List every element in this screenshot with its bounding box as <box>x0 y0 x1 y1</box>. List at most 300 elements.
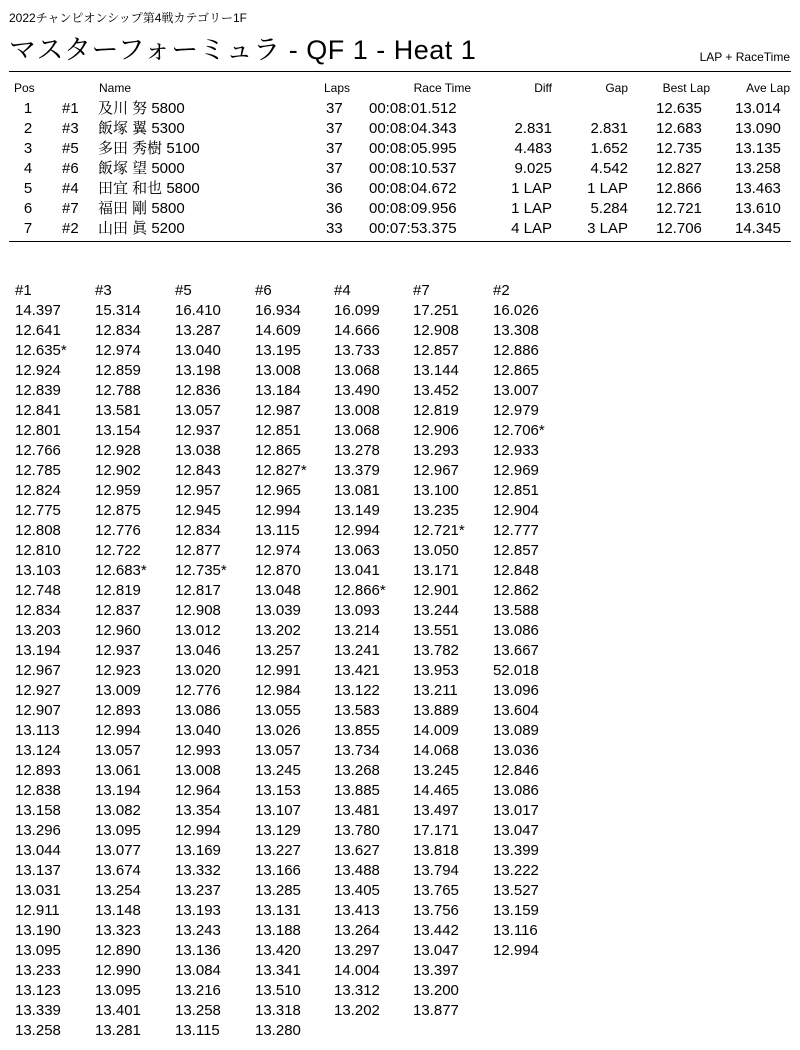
lap-time: 13.497 <box>413 802 459 819</box>
lap-time: 14.004 <box>334 962 380 979</box>
lap-time: 13.258 <box>175 1002 221 1019</box>
lap-column <box>95 281 147 1041</box>
result-row <box>0 99 800 119</box>
lap-time: 12.851 <box>255 422 301 439</box>
result-ave-lap: 13.463 <box>735 180 781 197</box>
lap-time: 13.020 <box>175 662 221 679</box>
lap-time: 13.026 <box>255 722 301 739</box>
result-gap: 2.831 <box>590 120 628 137</box>
result-driver-name: 飯塚 翼 5300 <box>98 120 185 137</box>
lap-time: 13.339 <box>15 1002 61 1019</box>
lap-time: 13.012 <box>175 622 221 639</box>
lap-time: 13.782 <box>413 642 459 659</box>
lap-time: 13.280 <box>255 1022 301 1039</box>
lap-time: 13.084 <box>175 962 221 979</box>
result-driver-name: 山田 眞 5200 <box>98 220 185 237</box>
lap-time: 13.103 <box>15 562 61 579</box>
lap-time: 13.889 <box>413 702 459 719</box>
lap-time: 13.040 <box>175 722 221 739</box>
lap-time: 13.068 <box>334 422 380 439</box>
lap-time: 12.706* <box>493 422 545 439</box>
lap-time: 13.235 <box>413 502 459 519</box>
result-diff: 1 LAP <box>511 180 552 197</box>
lap-time: 13.195 <box>255 342 301 359</box>
lap-time: 13.198 <box>175 362 221 379</box>
lap-time: 13.399 <box>493 842 539 859</box>
result-row <box>0 219 800 239</box>
lap-time: 12.870 <box>255 562 301 579</box>
lap-time: 12.906 <box>413 422 459 439</box>
lap-time: 16.410 <box>175 302 221 319</box>
lap-time: 12.937 <box>95 642 141 659</box>
result-pos: 6 <box>23 200 33 217</box>
lap-time: 13.057 <box>95 742 141 759</box>
lap-time: 12.777 <box>493 522 539 539</box>
lap-time: 12.994 <box>175 822 221 839</box>
lap-time: 12.846 <box>493 762 539 779</box>
header-laps: Laps <box>323 81 350 95</box>
lap-time: 13.038 <box>175 442 221 459</box>
result-laps: 37 <box>326 120 343 137</box>
result-race-time: 00:08:04.343 <box>369 120 457 137</box>
lap-time: 13.667 <box>493 642 539 659</box>
lap-time: 13.297 <box>334 942 380 959</box>
lap-time: 12.902 <box>95 462 141 479</box>
result-best-lap: 12.683 <box>656 120 702 137</box>
lap-time: 13.202 <box>255 622 301 639</box>
lap-column <box>334 281 386 1021</box>
lap-time: 12.808 <box>15 522 61 539</box>
result-ave-lap: 13.090 <box>735 120 781 137</box>
result-driver-name: 多田 秀樹 5100 <box>98 140 200 157</box>
lap-time: 12.908 <box>413 322 459 339</box>
result-laps: 36 <box>326 180 343 197</box>
lap-time: 12.841 <box>15 402 61 419</box>
lap-time: 13.008 <box>255 362 301 379</box>
lap-time: 13.581 <box>95 402 141 419</box>
lap-time: 13.237 <box>175 882 221 899</box>
lap-time: 12.967 <box>15 662 61 679</box>
lap-time: 13.040 <box>175 342 221 359</box>
result-ave-lap: 13.135 <box>735 140 781 157</box>
lap-time: 12.908 <box>175 602 221 619</box>
lap-column-car-number: #6 <box>255 282 272 299</box>
lap-time: 12.987 <box>255 402 301 419</box>
lap-time: 13.241 <box>334 642 380 659</box>
lap-time: 12.974 <box>95 342 141 359</box>
result-gap: 5.284 <box>590 200 628 217</box>
lap-time: 12.834 <box>15 602 61 619</box>
lap-time: 13.604 <box>493 702 539 719</box>
lap-time: 13.245 <box>255 762 301 779</box>
result-pos: 1 <box>23 100 33 117</box>
lap-time: 13.086 <box>175 702 221 719</box>
lap-time: 13.442 <box>413 922 459 939</box>
lap-time: 13.031 <box>15 882 61 899</box>
lap-time: 12.875 <box>95 502 141 519</box>
lap-time: 13.116 <box>493 922 538 939</box>
lap-time: 13.115 <box>255 522 300 539</box>
lap-time: 13.100 <box>413 482 459 499</box>
lap-time: 13.527 <box>493 882 539 899</box>
lap-time: 13.171 <box>413 562 459 579</box>
lap-time: 13.194 <box>95 782 141 799</box>
lap-time: 12.984 <box>255 682 301 699</box>
lap-time: 13.200 <box>413 982 459 999</box>
lap-time: 12.641 <box>15 322 61 339</box>
lap-time: 13.818 <box>413 842 459 859</box>
lap-time: 13.733 <box>334 342 380 359</box>
results-top-rule <box>9 71 791 72</box>
lap-time: 13.190 <box>15 922 61 939</box>
lap-time: 13.627 <box>334 842 380 859</box>
lap-time: 12.819 <box>95 582 141 599</box>
lap-time: 12.776 <box>175 682 221 699</box>
lap-time: 12.866* <box>334 582 386 599</box>
lap-time: 13.765 <box>413 882 459 899</box>
result-gap: 1.652 <box>590 140 628 157</box>
result-car-number: #1 <box>62 100 79 117</box>
lap-time: 13.063 <box>334 542 380 559</box>
result-car-number: #7 <box>62 200 79 217</box>
lap-time: 15.314 <box>95 302 141 319</box>
lap-time: 13.047 <box>413 942 459 959</box>
lap-time: 13.188 <box>255 922 301 939</box>
lap-time: 13.214 <box>334 622 380 639</box>
lap-time: 13.233 <box>15 962 61 979</box>
result-car-number: #3 <box>62 120 79 137</box>
lap-time: 12.862 <box>493 582 539 599</box>
lap-time: 13.129 <box>255 822 301 839</box>
lap-column-car-number: #2 <box>493 282 510 299</box>
result-race-time: 00:08:09.956 <box>369 200 457 217</box>
lap-time: 12.957 <box>175 482 221 499</box>
lap-time: 13.243 <box>175 922 221 939</box>
lap-time: 16.934 <box>255 302 301 319</box>
result-laps: 33 <box>326 220 343 237</box>
lap-time: 13.421 <box>334 662 380 679</box>
lap-time: 13.148 <box>95 902 141 919</box>
lap-time: 12.838 <box>15 782 61 799</box>
lap-time: 12.924 <box>15 362 61 379</box>
lap-column <box>175 281 227 1041</box>
lap-time: 12.834 <box>175 522 221 539</box>
lap-time: 13.588 <box>493 602 539 619</box>
lap-time: 12.886 <box>493 342 539 359</box>
result-car-number: #6 <box>62 160 79 177</box>
lap-time: 13.341 <box>255 962 301 979</box>
lap-time: 13.401 <box>95 1002 141 1019</box>
result-race-time: 00:08:01.512 <box>369 100 457 117</box>
lap-time: 12.927 <box>15 682 61 699</box>
result-pos: 4 <box>23 160 33 177</box>
lap-time: 12.964 <box>175 782 221 799</box>
lap-time: 13.216 <box>175 982 221 999</box>
result-ave-lap: 13.258 <box>735 160 781 177</box>
lap-time: 17.171 <box>413 822 459 839</box>
result-best-lap: 12.635 <box>656 100 702 117</box>
lap-time: 13.089 <box>493 722 539 739</box>
lap-time: 13.131 <box>255 902 301 919</box>
lap-time: 13.264 <box>334 922 380 939</box>
result-ave-lap: 13.014 <box>735 100 781 117</box>
lap-time: 14.009 <box>413 722 459 739</box>
lap-time: 13.048 <box>255 582 301 599</box>
result-driver-name: 田宜 和也 5800 <box>98 180 200 197</box>
lap-time: 13.046 <box>175 642 221 659</box>
lap-time: 12.827* <box>255 462 307 479</box>
lap-time: 13.420 <box>255 942 301 959</box>
lap-time: 12.890 <box>95 942 141 959</box>
lap-time: 12.721* <box>413 522 465 539</box>
lap-time: 13.149 <box>334 502 380 519</box>
lap-time: 12.994 <box>493 942 539 959</box>
lap-time: 13.047 <box>493 822 539 839</box>
lap-time: 13.095 <box>95 822 141 839</box>
lap-time: 13.193 <box>175 902 221 919</box>
result-diff: 2.831 <box>514 120 552 137</box>
results-header-row <box>0 81 800 95</box>
lap-time: 13.405 <box>334 882 380 899</box>
lap-time: 12.877 <box>175 542 221 559</box>
lap-time: 13.154 <box>95 422 141 439</box>
lap-time: 13.254 <box>95 882 141 899</box>
lap-time: 13.312 <box>334 982 380 999</box>
lap-time: 13.287 <box>175 322 221 339</box>
lap-time: 13.293 <box>413 442 459 459</box>
result-pos: 7 <box>23 220 33 237</box>
report-subtitle: 2022チャンピオンシップ第4戦カテゴリー1F <box>9 11 247 25</box>
header-diff: Diff <box>534 81 552 95</box>
lap-time: 13.184 <box>255 382 301 399</box>
result-row <box>0 199 800 219</box>
result-row <box>0 139 800 159</box>
lap-time: 13.318 <box>255 1002 301 1019</box>
lap-time: 13.379 <box>334 462 380 479</box>
lap-time: 13.144 <box>413 362 459 379</box>
lap-time: 13.308 <box>493 322 539 339</box>
result-gap: 1 LAP <box>587 180 628 197</box>
lap-time: 13.674 <box>95 862 141 879</box>
lap-time: 12.937 <box>175 422 221 439</box>
lap-time: 13.222 <box>493 862 539 879</box>
lap-time: 13.041 <box>334 562 380 579</box>
lap-time: 14.666 <box>334 322 380 339</box>
lap-time: 13.323 <box>95 922 141 939</box>
lap-time: 13.257 <box>255 642 301 659</box>
lap-time: 12.857 <box>413 342 459 359</box>
result-best-lap: 12.706 <box>656 220 702 237</box>
lap-time: 13.122 <box>334 682 380 699</box>
result-pos: 2 <box>23 120 33 137</box>
lap-time: 12.788 <box>95 382 141 399</box>
lap-time: 13.203 <box>15 622 61 639</box>
lap-time: 12.969 <box>493 462 539 479</box>
lap-column <box>493 281 545 961</box>
lap-time: 12.843 <box>175 462 221 479</box>
lap-time: 13.136 <box>175 942 221 959</box>
lap-time: 13.413 <box>334 902 380 919</box>
lap-time: 13.093 <box>334 602 380 619</box>
result-row <box>0 119 800 139</box>
result-best-lap: 12.721 <box>656 200 702 217</box>
result-ave-lap: 14.345 <box>735 220 781 237</box>
result-ave-lap: 13.610 <box>735 200 781 217</box>
lap-time: 13.050 <box>413 542 459 559</box>
lap-time: 12.993 <box>175 742 221 759</box>
lap-time: 13.244 <box>413 602 459 619</box>
result-driver-name: 及川 努 5800 <box>98 100 185 117</box>
result-best-lap: 12.735 <box>656 140 702 157</box>
result-car-number: #5 <box>62 140 79 157</box>
lap-time: 12.848 <box>493 562 539 579</box>
lap-time: 16.099 <box>334 302 380 319</box>
result-diff: 4.483 <box>514 140 552 157</box>
lap-time: 17.251 <box>413 302 459 319</box>
result-car-number: #2 <box>62 220 79 237</box>
lap-time: 13.794 <box>413 862 459 879</box>
lap-time: 13.086 <box>493 782 539 799</box>
lap-time: 12.785 <box>15 462 61 479</box>
result-laps: 37 <box>326 160 343 177</box>
lap-time: 16.026 <box>493 302 539 319</box>
lap-time: 13.452 <box>413 382 459 399</box>
lap-time: 12.911 <box>15 902 60 919</box>
header-ave-lap: Ave Lap <box>746 81 790 95</box>
header-race-time: Race Time <box>413 81 471 95</box>
lap-time: 12.960 <box>95 622 141 639</box>
lap-time: 14.465 <box>413 782 459 799</box>
header-gap: Gap <box>605 81 628 95</box>
result-laps: 37 <box>326 140 343 157</box>
lap-time: 12.810 <box>15 542 61 559</box>
lap-time: 13.583 <box>334 702 380 719</box>
lap-time: 13.007 <box>493 382 539 399</box>
lap-time: 13.885 <box>334 782 380 799</box>
lap-time: 14.609 <box>255 322 301 339</box>
result-diff: 9.025 <box>514 160 552 177</box>
lap-time: 12.865 <box>493 362 539 379</box>
lap-time: 13.057 <box>175 402 221 419</box>
lap-time: 12.817 <box>175 582 221 599</box>
lap-time: 13.296 <box>15 822 61 839</box>
result-race-time: 00:08:10.537 <box>369 160 457 177</box>
lap-time: 12.824 <box>15 482 61 499</box>
lap-time: 13.258 <box>15 1022 61 1039</box>
lap-time: 12.933 <box>493 442 539 459</box>
lap-column-car-number: #5 <box>175 282 192 299</box>
lap-time: 12.928 <box>95 442 141 459</box>
lap-time: 12.901 <box>413 582 459 599</box>
lap-time: 12.851 <box>493 482 539 499</box>
lap-time: 13.332 <box>175 862 221 879</box>
result-driver-name: 飯塚 望 5000 <box>98 160 185 177</box>
header-name: Name <box>99 81 132 95</box>
lap-time: 13.278 <box>334 442 380 459</box>
lap-time: 12.683* <box>95 562 147 579</box>
results-bottom-rule <box>9 241 791 242</box>
lap-time: 13.061 <box>95 762 141 779</box>
lap-time: 13.490 <box>334 382 380 399</box>
lap-column <box>15 281 67 1041</box>
lap-column <box>255 281 307 1041</box>
result-driver-name: 福田 剛 5800 <box>98 200 185 217</box>
lap-time: 12.766 <box>15 442 61 459</box>
lap-time: 12.974 <box>255 542 301 559</box>
lap-time: 13.877 <box>413 1002 459 1019</box>
lap-time: 12.904 <box>493 502 539 519</box>
result-pos: 3 <box>23 140 33 157</box>
lap-time: 12.865 <box>255 442 301 459</box>
header-best-lap: Best Lap <box>662 81 710 95</box>
lap-time: 13.008 <box>334 402 380 419</box>
lap-time: 14.397 <box>15 302 61 319</box>
lap-time: 12.857 <box>493 542 539 559</box>
lap-time: 12.836 <box>175 382 221 399</box>
lap-time: 13.017 <box>493 802 539 819</box>
lap-time: 13.855 <box>334 722 380 739</box>
lap-time: 13.166 <box>255 862 301 879</box>
lap-time: 13.068 <box>334 362 380 379</box>
lap-time: 13.086 <box>493 622 539 639</box>
lap-time: 13.008 <box>175 762 221 779</box>
lap-time: 12.893 <box>95 702 141 719</box>
lap-time: 12.776 <box>95 522 141 539</box>
result-pos: 5 <box>23 180 33 197</box>
lap-race-time-note: LAP + RaceTime <box>699 50 790 64</box>
header-pos: Pos <box>14 81 35 95</box>
lap-time: 13.077 <box>95 842 141 859</box>
lap-time: 12.965 <box>255 482 301 499</box>
lap-time: 13.245 <box>413 762 459 779</box>
lap-time: 13.044 <box>15 842 61 859</box>
lap-time: 13.169 <box>175 842 221 859</box>
lap-time: 13.159 <box>493 902 539 919</box>
lap-time: 13.488 <box>334 862 380 879</box>
lap-time: 13.227 <box>255 842 301 859</box>
lap-time: 12.839 <box>15 382 61 399</box>
lap-time: 12.979 <box>493 402 539 419</box>
lap-time: 13.081 <box>334 482 380 499</box>
lap-time: 14.068 <box>413 742 459 759</box>
lap-time: 13.095 <box>15 942 61 959</box>
lap-time: 13.057 <box>255 742 301 759</box>
lap-time: 13.123 <box>15 982 61 999</box>
lap-time: 12.837 <box>95 602 141 619</box>
lap-time: 13.137 <box>15 862 61 879</box>
lap-time: 13.039 <box>255 602 301 619</box>
lap-time: 13.124 <box>15 742 61 759</box>
lap-time: 13.082 <box>95 802 141 819</box>
lap-column <box>413 281 465 1021</box>
lap-time: 12.990 <box>95 962 141 979</box>
lap-time: 13.009 <box>95 682 141 699</box>
lap-time: 13.780 <box>334 822 380 839</box>
lap-column-car-number: #1 <box>15 282 32 299</box>
lap-time: 12.945 <box>175 502 221 519</box>
result-laps: 36 <box>326 200 343 217</box>
lap-time: 13.194 <box>15 642 61 659</box>
result-row <box>0 179 800 199</box>
result-race-time: 00:07:53.375 <box>369 220 457 237</box>
lap-time: 13.354 <box>175 802 221 819</box>
lap-time: 12.994 <box>334 522 380 539</box>
result-gap: 3 LAP <box>587 220 628 237</box>
result-best-lap: 12.827 <box>656 160 702 177</box>
lap-time: 13.285 <box>255 882 301 899</box>
lap-column-car-number: #3 <box>95 282 112 299</box>
result-diff: 1 LAP <box>511 200 552 217</box>
